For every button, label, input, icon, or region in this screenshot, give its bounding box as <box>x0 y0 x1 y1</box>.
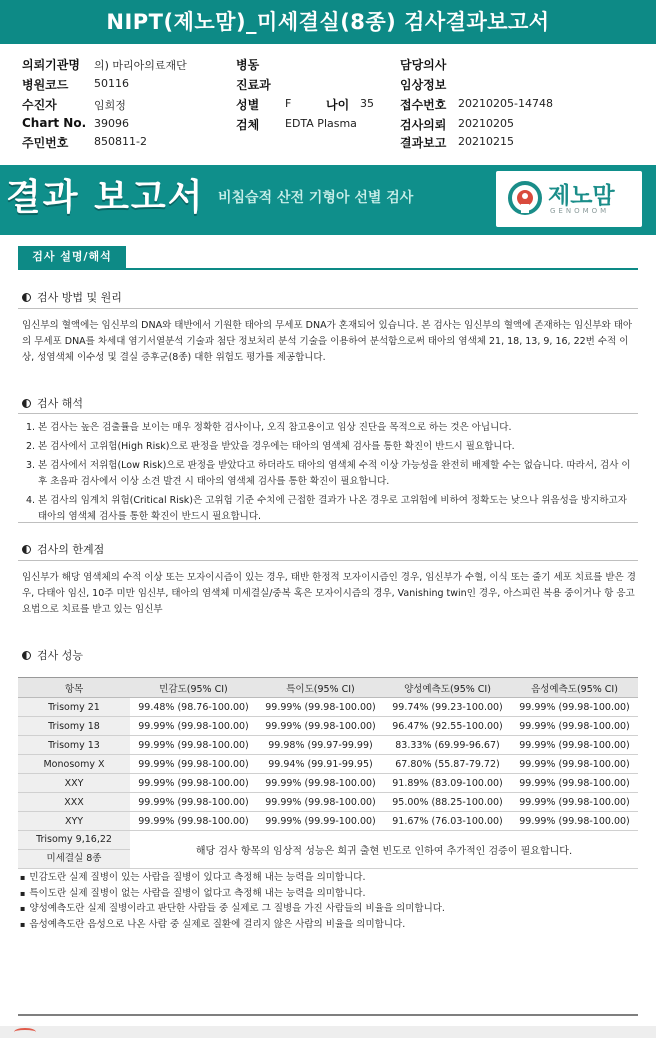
page-footer <box>0 1026 656 1038</box>
interpretation-list <box>26 420 636 528</box>
table-cell: 99.99% (99.98-100.00) <box>130 717 257 736</box>
row-name: Monosomy X <box>18 755 130 774</box>
table-cell: 99.99% (99.98-100.00) <box>130 793 257 812</box>
divider <box>18 560 638 561</box>
table-cell: 67.80% (55.87-79.72) <box>384 755 511 774</box>
genomom-logo-icon <box>506 177 544 219</box>
table-cell: 99.94% (99.91-99.95) <box>257 755 384 774</box>
table-cell: 99.99% (99.98-100.00) <box>511 698 638 717</box>
column-header: 양성예측도(95% CI) <box>384 678 511 698</box>
table-cell: 99.99% (99.98-100.00) <box>130 736 257 755</box>
table-cell: 99.99% (99.98-100.00) <box>511 774 638 793</box>
table-cell: 99.48% (98.76-100.00) <box>130 698 257 717</box>
divider <box>18 413 638 414</box>
table-cell: 99.99% (99.98-100.00) <box>257 774 384 793</box>
footer-mark <box>14 1028 36 1036</box>
info-label: 병원코드 <box>22 78 69 92</box>
table-cell: 91.67% (76.03-100.00) <box>384 812 511 831</box>
table-row <box>18 698 638 717</box>
list-item: ▪ 특이도란 실제 질병이 없는 사람을 질병이 없다고 측정해 내는 능력을 의미합니다. <box>20 886 445 902</box>
performance-heading: 검사 성능 <box>22 647 83 663</box>
info-value: 임희정 <box>94 99 126 112</box>
list-item: 1. 본 검사는 높은 검출률을 보이는 매우 정확한 검사이나, 오직 참고용이고 임상 진단을 목적으로 하는 것은 아닙니다. <box>26 422 512 433</box>
section-header <box>18 246 638 270</box>
table-row <box>18 736 638 755</box>
table-row <box>18 812 638 831</box>
list-item: ▪ 민감도란 실제 질병이 있는 사람을 질병이 있다고 측정해 내는 능력을 의미합니다. <box>20 870 445 886</box>
sex-label: 성별 <box>236 98 260 112</box>
method-heading: 검사 방법 및 원리 <box>22 289 122 305</box>
info-label: Chart No. <box>22 116 87 130</box>
row-name: XYY <box>18 812 130 831</box>
info-label: 접수번호 <box>400 98 447 112</box>
table-row <box>18 793 638 812</box>
divider <box>18 308 638 309</box>
table-cell: 99.99% (99.98-100.00) <box>257 698 384 717</box>
limits-heading: 검사의 한계점 <box>22 541 104 557</box>
report-title: NIPT(제노맘)_미세결실(8종) 검사결과보고서 <box>0 0 656 44</box>
report-banner <box>0 165 656 235</box>
table-header-row <box>18 678 638 698</box>
table-row <box>18 774 638 793</box>
list-item: 4. 본 검사의 임계치 위험(Critical Risk)은 고위험 기준 수치에 근접한 결과가 나온 경우로 고위험에 비하여 정확도는 낮으나 위음성을 방지하고자 태아의 염색체 검사를 통한 확진이 반드시 필요합니다. <box>26 495 627 522</box>
table-cell: 99.99% (99.98-100.00) <box>511 717 638 736</box>
dept-label: 진료과 <box>236 78 271 92</box>
section-tab: 검사 설명/해석 <box>18 246 126 268</box>
info-label: 결과보고 <box>400 136 447 150</box>
column-header: 특이도(95% CI) <box>257 678 384 698</box>
banner-title: 결과 보고서 <box>6 177 205 218</box>
sample-value: EDTA Plasma <box>285 117 357 130</box>
column-header: 음성예측도(95% CI) <box>511 678 638 698</box>
row-name: Trisomy 9,16,22 미세결실 8종 <box>18 831 130 869</box>
info-value: 20210215 <box>458 135 514 148</box>
logo-english-text: GENOMOM <box>550 207 610 215</box>
info-label: 검사의뢰 <box>400 118 447 132</box>
info-value: 20210205-14748 <box>458 97 553 110</box>
half-filled-circle-icon <box>22 293 31 302</box>
half-filled-circle-icon <box>22 399 31 408</box>
row-name: Trisomy 18 <box>18 717 130 736</box>
column-header: 민감도(95% CI) <box>130 678 257 698</box>
row-name: Trisomy 21 <box>18 698 130 717</box>
list-item: 2. 본 검사에서 고위험(High Risk)으로 판정을 받았을 경우에는 태아의 염색체 검사를 통한 확진이 반드시 필요합니다. <box>26 441 515 452</box>
row-name: XXX <box>18 793 130 812</box>
info-label: 수진자 <box>22 98 57 112</box>
table-cell: 99.98% (99.97-99.99) <box>257 736 384 755</box>
table-cell: 99.99% (99.98-100.00) <box>257 717 384 736</box>
table-cell: 99.99% (99.98-100.00) <box>511 793 638 812</box>
divider <box>18 522 638 523</box>
info-label: 임상정보 <box>400 78 447 92</box>
info-value: 850811-2 <box>94 135 147 148</box>
footer-divider <box>18 1014 638 1016</box>
table-cell: 95.00% (88.25-100.00) <box>384 793 511 812</box>
row-name: XXY <box>18 774 130 793</box>
table-cell: 99.99% (99.98-100.00) <box>130 774 257 793</box>
info-label: 주민번호 <box>22 136 69 150</box>
info-label: 의뢰기관명 <box>22 58 80 72</box>
info-value: 의) 마리아의료재단 <box>94 59 187 72</box>
half-filled-circle-icon <box>22 651 31 660</box>
banner-subtitle: 비침습적 산전 기형아 선별 검사 <box>218 190 414 206</box>
info-value: 20210205 <box>458 117 514 130</box>
performance-table <box>18 677 638 869</box>
info-value: 50116 <box>94 77 129 90</box>
table-cell: 99.99% (99.98-100.00) <box>130 755 257 774</box>
method-text: 임신부의 혈액에는 임신부의 DNA와 태반에서 기원한 태아의 무세포 DNA가 혼재되어 있습니다. 본 검사는 임신부의 혈액에 존재하는 임신부와 태아의 무세포 DNA를 차세대 염기서열분석 기술과 첨단 정보처리 분석 기술을 이용하여 분석함으로써 태아의 염색체 21, 18, 13, 9, 16, 22번 수적 이상, 성염색체 이수성 및 결실 증후군(8종) 대한 위험도 평가를 제공합니다. <box>22 320 633 363</box>
table-row <box>18 717 638 736</box>
sex-value: F <box>285 97 292 110</box>
list-item: ▪ 양성예측도란 실제 질병이라고 판단한 사람들 중 실제로 그 질병을 가진 사람들의 비율을 의미합니다. <box>20 901 445 917</box>
column-header: 항목 <box>18 678 130 698</box>
table-cell: 99.99% (99.98-100.00) <box>511 812 638 831</box>
table-cell: 99.99% (99.98-100.00) <box>511 736 638 755</box>
row-name: Trisomy 13 <box>18 736 130 755</box>
table-cell: 99.99% (99.98-100.00) <box>130 812 257 831</box>
logo-korean-text: 제노맘 <box>548 183 615 209</box>
table-cell: 99.99% (99.98-100.00) <box>511 755 638 774</box>
table-cell: 99.99% (99.98-100.00) <box>257 793 384 812</box>
table-row <box>18 755 638 774</box>
table-cell: 99.99% (99.99-100.00) <box>257 812 384 831</box>
list-item: ▪ 음성예측도란 음성으로 나온 사람 중 실제로 질환에 걸리지 않은 사람의 비율을 의미합니다. <box>20 917 445 933</box>
limits-text: 임신부가 해당 염색체의 수적 이상 또는 모자이시즘이 있는 경우, 태반 한정적 모자이시즘인 경우, 임신부가 수혈, 이식 또는 줄기 세포 치료를 받은 경우, 다태아 임신, 10주 미만 임신부, 태아의 염색체 미세결실/중복 혹은 모자이시즘의 경우, Vanishing twin인 경우, 아스피린 복용 중이거나 항 응고 요법으로 치료를 받고 있는 임신부 <box>22 572 636 615</box>
table-cell: 91.89% (83.09-100.00) <box>384 774 511 793</box>
table-cell: 96.47% (92.55-100.00) <box>384 717 511 736</box>
genomom-logo <box>496 171 642 227</box>
sample-label: 검체 <box>236 118 260 132</box>
ward-label: 병동 <box>236 58 260 72</box>
info-label: 담당의사 <box>400 58 447 72</box>
table-cell: 99.74% (99.23-100.00) <box>384 698 511 717</box>
list-item: 3. 본 검사에서 저위험(Low Risk)으로 판정을 받았다고 하더라도 태아의 염색체 수적 이상 가능성을 완전히 배제할 수는 없습니다. 따라서, 검사 이후 초음파 검사에서 이상 소견 발견 시 태아의 염색체 검사를 통한 확진이 필요합니다. <box>26 460 631 487</box>
interpretation-heading: 검사 해석 <box>22 395 83 411</box>
definitions-list <box>20 870 445 932</box>
info-value: 39096 <box>94 117 129 130</box>
age-value: 35 <box>360 97 374 110</box>
age-label: 나이 <box>326 98 350 112</box>
table-row <box>18 831 638 869</box>
table-cell: 83.33% (69.99-96.67) <box>384 736 511 755</box>
performance-note: 해당 검사 항목의 임상적 성능은 희귀 출현 빈도로 인하여 추가적인 검증이 필요합니다. <box>130 831 638 869</box>
patient-info <box>0 52 656 156</box>
half-filled-circle-icon <box>22 545 31 554</box>
